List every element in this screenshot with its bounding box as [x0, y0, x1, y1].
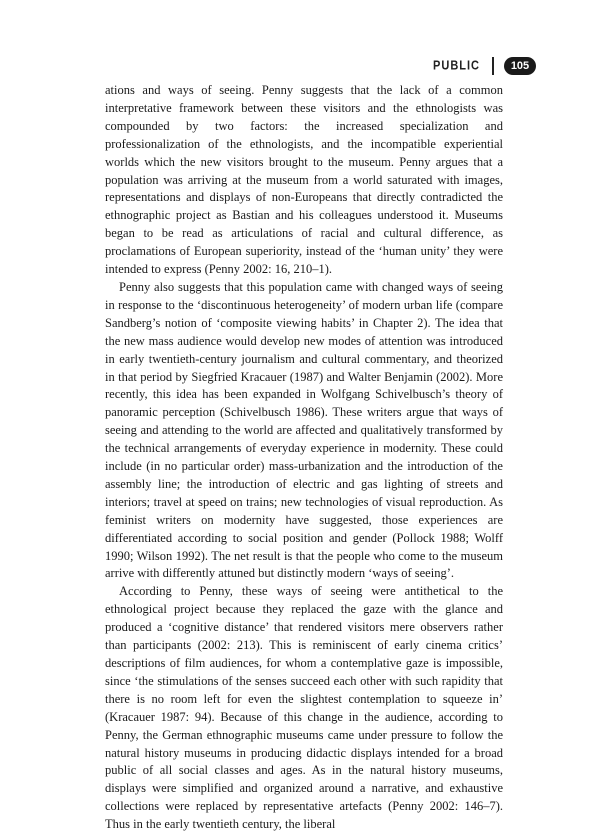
section-title: PUBLIC — [433, 58, 480, 74]
paragraph: Penny also suggests that this population came with changed ways of seeing in response to the ‘discontinuous heterogeneity’ of modern urban life (compare Sandberg’s notion of ‘composite viewing habits’ in Chapter 2). The idea that the new mass audience would develop new modes of attention was introduced in early twentieth-century journalism and cultural commentary, and theorized in that period by Siegfried Kracauer (1987) and Walter Benjamin (2002). More recently, this idea has been expanded in Wolfgang Schivelbusch’s theory of panoramic perception (Schivelbusch 1986). These writers argue that ways of seeing and attending to the world are affected and qualitatively transformed by the technical arrangements of everyday experience in modernity. These could include (in no particular order) mass-urbanization and the introduction of the assembly line; the introduction of electric and gas lighting of streets and interiors; travel at speed on trains; new technologies of visual reproduction. As feminist writers on modernity have suggested, those experiences are differentiated according to social position and gender (Pollock 1988; Wolff 1990; Wilson 1992). The net result is that the people who come to the museum arrive with differently attuned but distinctly modern ‘ways of seeing’. — [105, 279, 503, 581]
paragraph-continued: ations and ways of seeing. Penny suggests that the lack of a common interpretative framework between these visitors and the ethnologists was compounded by two factors: the increased specialization and professionalization of the ethnologists, and the incompatible experiential worlds which the new visitors brought to the museum. Penny argues that a population was arriving at the museum from a world saturated with images, representations and displays of non-Europeans that directly contradicted the ethnographic project as Bastian and his colleagues understood it. Museums began to be read as articulations of racial and cultural difference, as proclamations of European superiority, instead of the ‘human unity’ they were intended to express (Penny 2002: 16, 210–1). — [105, 83, 503, 277]
body-text — [105, 82, 503, 834]
paragraph: According to Penny, these ways of seeing were antithetical to the ethnological project because they replaced the gaze with the glance and produced a ‘cognitive distance’ that rendered visitors mere observers rather than participants (2002: 213). This is reminiscent of early cinema critics’ descriptions of film audiences, for whom a contemplative gaze is impossible, since ‘the stimulations of the senses succeed each other with such rapidity that there is no room left for even the slightest contemplation to squeeze in’ (Kracauer 1987: 94). Because of this change in the audience, according to Penny, the German ethnographic museums came under pressure to follow the natural history museums in producing didactic displays intended for a broad public of all social classes and ages. As in the natural history museums, displays were simplified and organized around a narrative, and exhaustive collections were replaced by representative artefacts (Penny 2002: 146–7). Thus in the early twentieth century, the liberal — [105, 584, 503, 832]
page-number-badge: 105 — [504, 57, 536, 75]
header-divider — [492, 57, 494, 75]
running-head — [433, 56, 536, 76]
